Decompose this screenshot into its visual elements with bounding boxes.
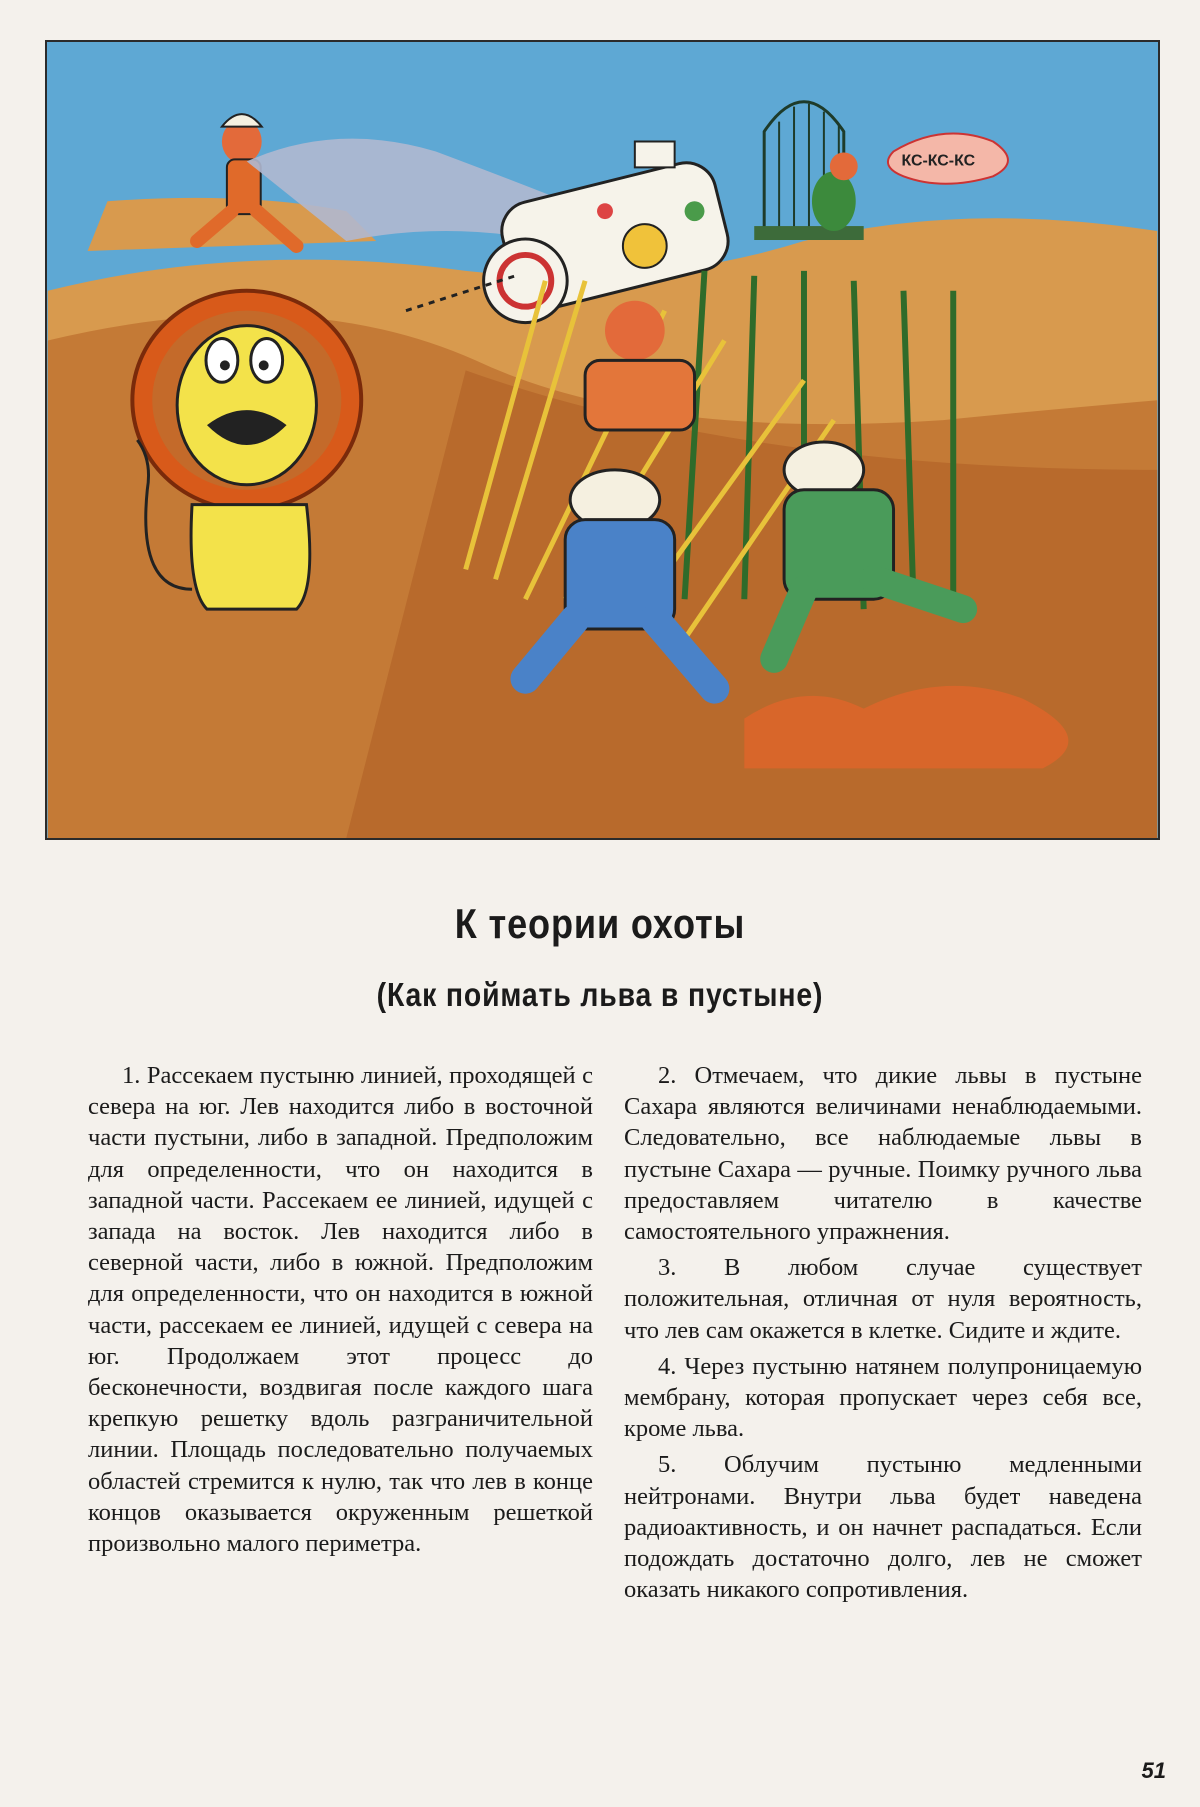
paragraph-4: 4. Через пустыню натянем полупроницаемую мембрану, которая пропускает через себя все, кроме льва. <box>624 1352 1142 1443</box>
page-subtitle: (Как поймать льва в пустыне) <box>376 976 824 1013</box>
left-column <box>88 1060 593 1564</box>
paragraph-2: 2. Отмечаем, что дикие львы в пустыне Сахара являются величинами ненаблюдаемыми. Следовательно, все наблюдаемые львы в пустыне Сахара — ручные. Поимку ручного льва предоставляем читателю в качестве самостоятельного упражнения. <box>624 1062 1142 1246</box>
paragraph-5: 5. Облучим пустыню медленными нейтронами. Внутри льва будет наведена радиоактивность, и он начнет распадаться. Если подождать достаточно долго, лев не сможет оказать никакого сопротивления. <box>624 1451 1142 1604</box>
cartoon-illustration <box>45 40 1160 840</box>
page-title: К теории охоты <box>454 900 746 947</box>
speech-bubble-text: КС-КС-КС <box>901 152 976 170</box>
paragraph-1: 1. Рассекаем пустыню линией, проходящей с севера на юг. Лев находится либо в восточной части пустыни, либо в западной. Предположим для определенности, что он находится в западной части. Рассекаем ее линией, идущей с запада на восток. Лев находится либо в северной части, либо в южной. Предположим для определенности, что он находится в южной части, рассекаем ее линией, идущей с севера на юг. Продолжаем этот процесс до бесконечности, воздвигая после каждого шага крепкую решетку вдоль разграничительной линии. Площадь последовательно получаемых областей стремится к нулю, так что лев в конце концов оказывается окруженным решеткой произвольно малого периметра. <box>88 1062 593 1558</box>
page-number: 51 <box>1141 1758 1166 1783</box>
right-column <box>624 1060 1142 1610</box>
paragraph-3: 3. В любом случае существует положительная, отличная от нуля вероятность, что лев сам окажется в клетке. Сидите и ждите. <box>624 1254 1142 1344</box>
dust-cloud <box>744 686 1068 768</box>
